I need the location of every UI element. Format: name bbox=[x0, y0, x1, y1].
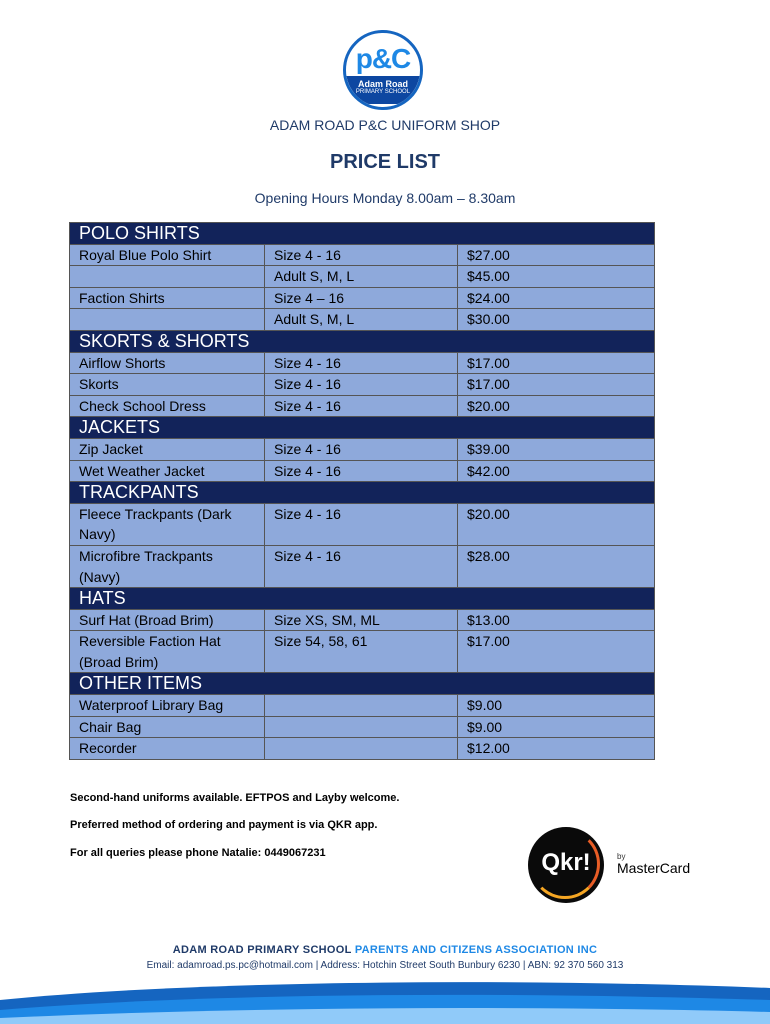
section-header bbox=[70, 588, 655, 610]
item-name: Airflow Shorts bbox=[70, 352, 265, 374]
item-price: $9.00 bbox=[458, 695, 655, 717]
item-name: Surf Hat (Broad Brim) bbox=[70, 609, 265, 631]
logo-mark: p&C bbox=[355, 43, 411, 74]
item-price: $24.00 bbox=[458, 287, 655, 309]
footer-school: ADAM ROAD PRIMARY SCHOOL bbox=[172, 944, 352, 956]
table-row bbox=[70, 374, 655, 396]
section-title: TRACKPANTS bbox=[70, 482, 655, 504]
item-size: Size XS, SM, ML bbox=[265, 609, 458, 631]
item-size: Adult S, M, L bbox=[265, 309, 458, 331]
item-name: Check School Dress bbox=[70, 395, 265, 417]
section-header bbox=[70, 482, 655, 504]
item-name: Recorder bbox=[70, 738, 265, 760]
item-size: Size 54, 58, 61 bbox=[265, 631, 458, 673]
item-size bbox=[265, 716, 458, 738]
item-size: Size 4 - 16 bbox=[265, 374, 458, 396]
item-size: Size 4 - 16 bbox=[265, 545, 458, 587]
table-row bbox=[70, 309, 655, 331]
item-name: Chair Bag bbox=[70, 716, 265, 738]
item-price: $12.00 bbox=[458, 738, 655, 760]
item-price: $28.00 bbox=[458, 545, 655, 587]
table-row bbox=[70, 738, 655, 760]
table-row bbox=[70, 266, 655, 288]
table-row bbox=[70, 352, 655, 374]
opening-hours: Opening Hours Monday 8.00am – 8.30am bbox=[254, 190, 516, 206]
item-name: Skorts bbox=[70, 374, 265, 396]
item-size: Size 4 - 16 bbox=[265, 244, 458, 266]
item-price: $30.00 bbox=[458, 309, 655, 331]
item-size bbox=[265, 738, 458, 760]
item-name: Wet Weather Jacket bbox=[70, 460, 265, 482]
footer-wave bbox=[0, 970, 770, 1024]
footer-title bbox=[0, 944, 770, 956]
footer-association: PARENTS AND CITIZENS ASSOCIATION INC bbox=[354, 944, 598, 956]
table-row bbox=[70, 695, 655, 717]
item-size: Size 4 - 16 bbox=[265, 352, 458, 374]
item-price: $27.00 bbox=[458, 244, 655, 266]
table-row bbox=[70, 716, 655, 738]
section-header bbox=[70, 330, 655, 352]
item-price: $17.00 bbox=[458, 374, 655, 396]
table-row bbox=[70, 287, 655, 309]
item-price: $9.00 bbox=[458, 716, 655, 738]
note-contact: For all queries please phone Natalie: 0449067231 bbox=[70, 847, 326, 859]
shop-title: ADAM ROAD P&C UNIFORM SHOP bbox=[269, 117, 501, 133]
item-price: $20.00 bbox=[458, 395, 655, 417]
item-price: $17.00 bbox=[458, 352, 655, 374]
item-price: $42.00 bbox=[458, 460, 655, 482]
table-row bbox=[70, 631, 655, 673]
page-title: PRICE LIST bbox=[329, 151, 440, 173]
item-price: $20.00 bbox=[458, 503, 655, 545]
table-row bbox=[70, 244, 655, 266]
item-size: Size 4 - 16 bbox=[265, 460, 458, 482]
item-name: Microfibre Trackpants (Navy) bbox=[70, 545, 265, 587]
item-price: $45.00 bbox=[458, 266, 655, 288]
price-table bbox=[69, 222, 655, 760]
section-title: POLO SHIRTS bbox=[70, 223, 655, 245]
section-title: OTHER ITEMS bbox=[70, 673, 655, 695]
section-header bbox=[70, 417, 655, 439]
item-name: Faction Shirts bbox=[70, 287, 265, 309]
section-title: HATS bbox=[70, 588, 655, 610]
logo-band bbox=[346, 76, 420, 104]
item-name bbox=[70, 309, 265, 331]
item-name: Waterproof Library Bag bbox=[70, 695, 265, 717]
table-row bbox=[70, 545, 655, 587]
qkr-by: by bbox=[617, 852, 626, 861]
item-size: Size 4 - 16 bbox=[265, 438, 458, 460]
section-title: JACKETS bbox=[70, 417, 655, 439]
qkr-logo-text: Qkr! bbox=[541, 849, 591, 876]
item-price: $17.00 bbox=[458, 631, 655, 673]
qkr-logo bbox=[528, 827, 604, 903]
footer-contact: Email: adamroad.ps.pc@hotmail.com | Address: Hotchin Street South Bunbury 6230 | ABN: 92 370 560 313 bbox=[146, 960, 624, 971]
item-size: Size 4 - 16 bbox=[265, 395, 458, 417]
table-row bbox=[70, 460, 655, 482]
note-qkr: Preferred method of ordering and payment is via QKR app. bbox=[70, 819, 378, 831]
item-size bbox=[265, 695, 458, 717]
item-price: $13.00 bbox=[458, 609, 655, 631]
table-row bbox=[70, 395, 655, 417]
item-size: Size 4 - 16 bbox=[265, 503, 458, 545]
item-size: Size 4 – 16 bbox=[265, 287, 458, 309]
mastercard-logo: MasterCard bbox=[617, 860, 691, 876]
section-title: SKORTS & SHORTS bbox=[70, 330, 655, 352]
table-row bbox=[70, 438, 655, 460]
logo-sub: PRIMARY SCHOOL bbox=[355, 89, 411, 95]
item-name: Fleece Trackpants (Dark Navy) bbox=[70, 503, 265, 545]
section-header bbox=[70, 673, 655, 695]
table-row bbox=[70, 609, 655, 631]
school-logo bbox=[343, 30, 423, 110]
section-header bbox=[70, 223, 655, 245]
item-name: Royal Blue Polo Shirt bbox=[70, 244, 265, 266]
item-price: $39.00 bbox=[458, 438, 655, 460]
table-row bbox=[70, 503, 655, 545]
item-size: Adult S, M, L bbox=[265, 266, 458, 288]
item-name: Zip Jacket bbox=[70, 438, 265, 460]
item-name: Reversible Faction Hat (Broad Brim) bbox=[70, 631, 265, 673]
logo-name: Adam Road bbox=[357, 79, 408, 89]
item-name bbox=[70, 266, 265, 288]
note-secondhand: Second-hand uniforms available. EFTPOS and Layby welcome. bbox=[70, 792, 400, 804]
